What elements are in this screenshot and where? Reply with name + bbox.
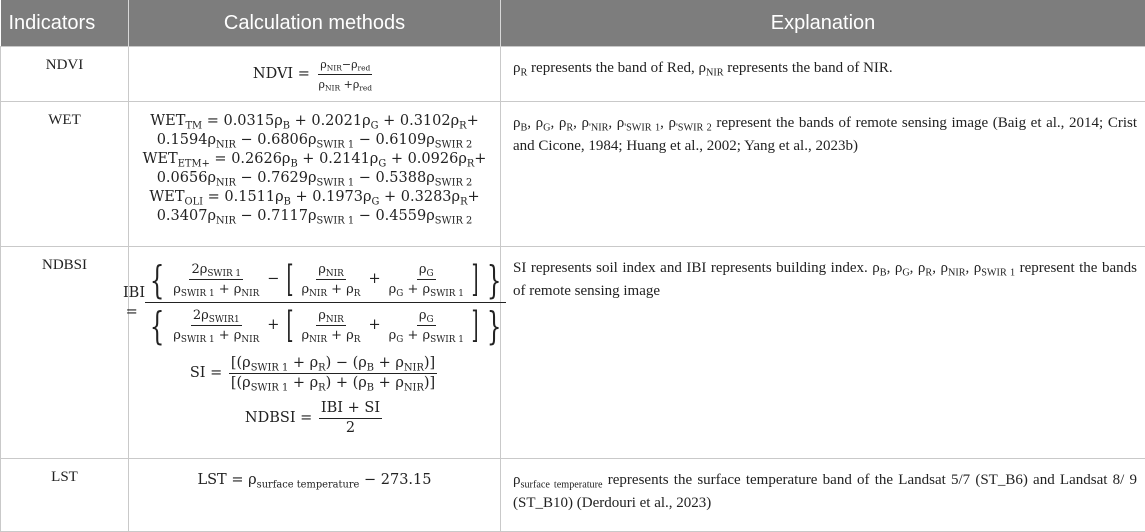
explanation-ndbsi-b: represent the bands of remote sensing image bbox=[513, 260, 1137, 299]
indicator-lst: LST bbox=[1, 459, 129, 532]
explanation-ndbsi: SI represents soil index and IBI represents building index. $\rho_B$, $\rho_G$, $\rho_R$, $\rho_{NIR}$, $\rho_{SWIR 1}$ represent the bands of remote sensing image bbox=[501, 247, 1145, 459]
formula-wet: $WET_{TM} = 0.0315\rho_B + 0.2021\rho_G + 0.3102\rho_R+$ $0.1594\rho_{NIR} - 0.6806\rho_{SWIR 1} - 0.6109\rho_{SWIR 2}$ $WET_{ETM+} = 0.2626\rho_B + 0.2141\rho_G + 0.0926\rho_R+$ $0.0656\rho_{NIR} - 0.7629\rho_{SWIR 1} - 0.5388\rho_{SWIR 2}$ $WET_{OLI} = 0.1511\rho_B + 0.1973\rho_G + 0.3283\rho_R+$ $0.3407\rho_{NIR} - 0.7117\rho_{SWIR 1} - 0.4559\rho_{SWIR 2}$ bbox=[129, 102, 501, 247]
header-indicators: Indicators bbox=[1, 0, 129, 47]
indicator-ndbsi: NDBSI bbox=[1, 247, 129, 459]
table-row-ndbsi bbox=[1, 247, 1145, 459]
formula-ndvi: NDVI = $\frac{\rho_{NIR}-\rho_{red}}{\rho_{NIR} +\rho_{red}}$ bbox=[129, 47, 501, 102]
header-calculation-methods: Calculation methods bbox=[129, 0, 501, 47]
table-row-lst bbox=[1, 459, 1145, 532]
indicator-ndvi: NDVI bbox=[1, 47, 129, 102]
header-explanation: Explanation bbox=[501, 0, 1145, 47]
explanation-ndbsi-a: SI represents soil index and IBI represents building index. bbox=[513, 260, 868, 276]
formula-ndbsi-eq: NDBSI = $\frac{\text{IBI + SI}}{2}$ bbox=[129, 399, 500, 438]
header-row bbox=[1, 0, 1145, 47]
explanation-wet: $\rho_B$, $\rho_G$, $\rho_R$, $\rho_{'NIR}$, $\rho_{'SWIR 1}$, $\rho_{'SWIR 2}$ represent the bands of remote sensing image (Baig et al., 2014; Crist and Cicone, 1984; Huang et al., 2002; Yang et al., 2023b) bbox=[501, 102, 1145, 247]
indicator-wet: WET bbox=[1, 102, 129, 247]
table-row-ndvi bbox=[1, 47, 1145, 102]
formula-lst: LST = $\rho_{surface temperature} - 273.15$ bbox=[129, 459, 501, 532]
formula-si: SI = $\frac{[(\rho_{SWIR 1} + \rho_R) - (\rho_B + \rho_{NIR})]}{[(\rho_{SWIR 1} + \rho_R) + (\rho_B + \rho_{NIR})]}$ bbox=[129, 354, 500, 393]
explanation-lst-a: represents the surface temperature band of the Landsat 5/7 (ST_B6) and Landsat 8/ 9 (ST_B10) (Derdouri et al., 2023) bbox=[513, 472, 1137, 511]
formula-ibi: IBI = { $\frac{2\rho_{SWIR 1}}{\rho_{SWIR 1} + \rho_{NIR}}$ − [ $\frac{\rho_{NIR}}{\rho_{NIR} + \rho_R}$ + $\frac{\rho_G}{\rho_G + \rho_{SWIR 1}}$ ] } { $\frac{2\rho_{SWIR1}}{\rho_{SWIR 1} + \rho_{NIR}}$ + [ $\frac{\rho_{NIR}}{\rho_{NIR} + \rho_R}$ + $\frac{\rho_G}{\rho_G + \rho_{SWIR 1}}$ ] } bbox=[129, 257, 500, 348]
explanation-ndvi: $\rho_R$ represents the band of Red, $\rho_{NIR}$ represents the band of NIR. bbox=[501, 47, 1145, 102]
table-row-wet bbox=[1, 102, 1145, 247]
explanation-lst: $\rho_{surface temperature}$ represents the surface temperature band of the Landsat 5/7 (ST_B6) and Landsat 8/ 9 (ST_B10) (Derdouri et al., 2023) bbox=[501, 459, 1145, 532]
explanation-wet-citations: represent the bands of remote sensing image (Baig et al., 2014; Crist and Cicone, 1984; Huang et al., 2002; Yang et al., 2023b) bbox=[513, 115, 1137, 154]
formula-ndbsi bbox=[129, 247, 501, 459]
